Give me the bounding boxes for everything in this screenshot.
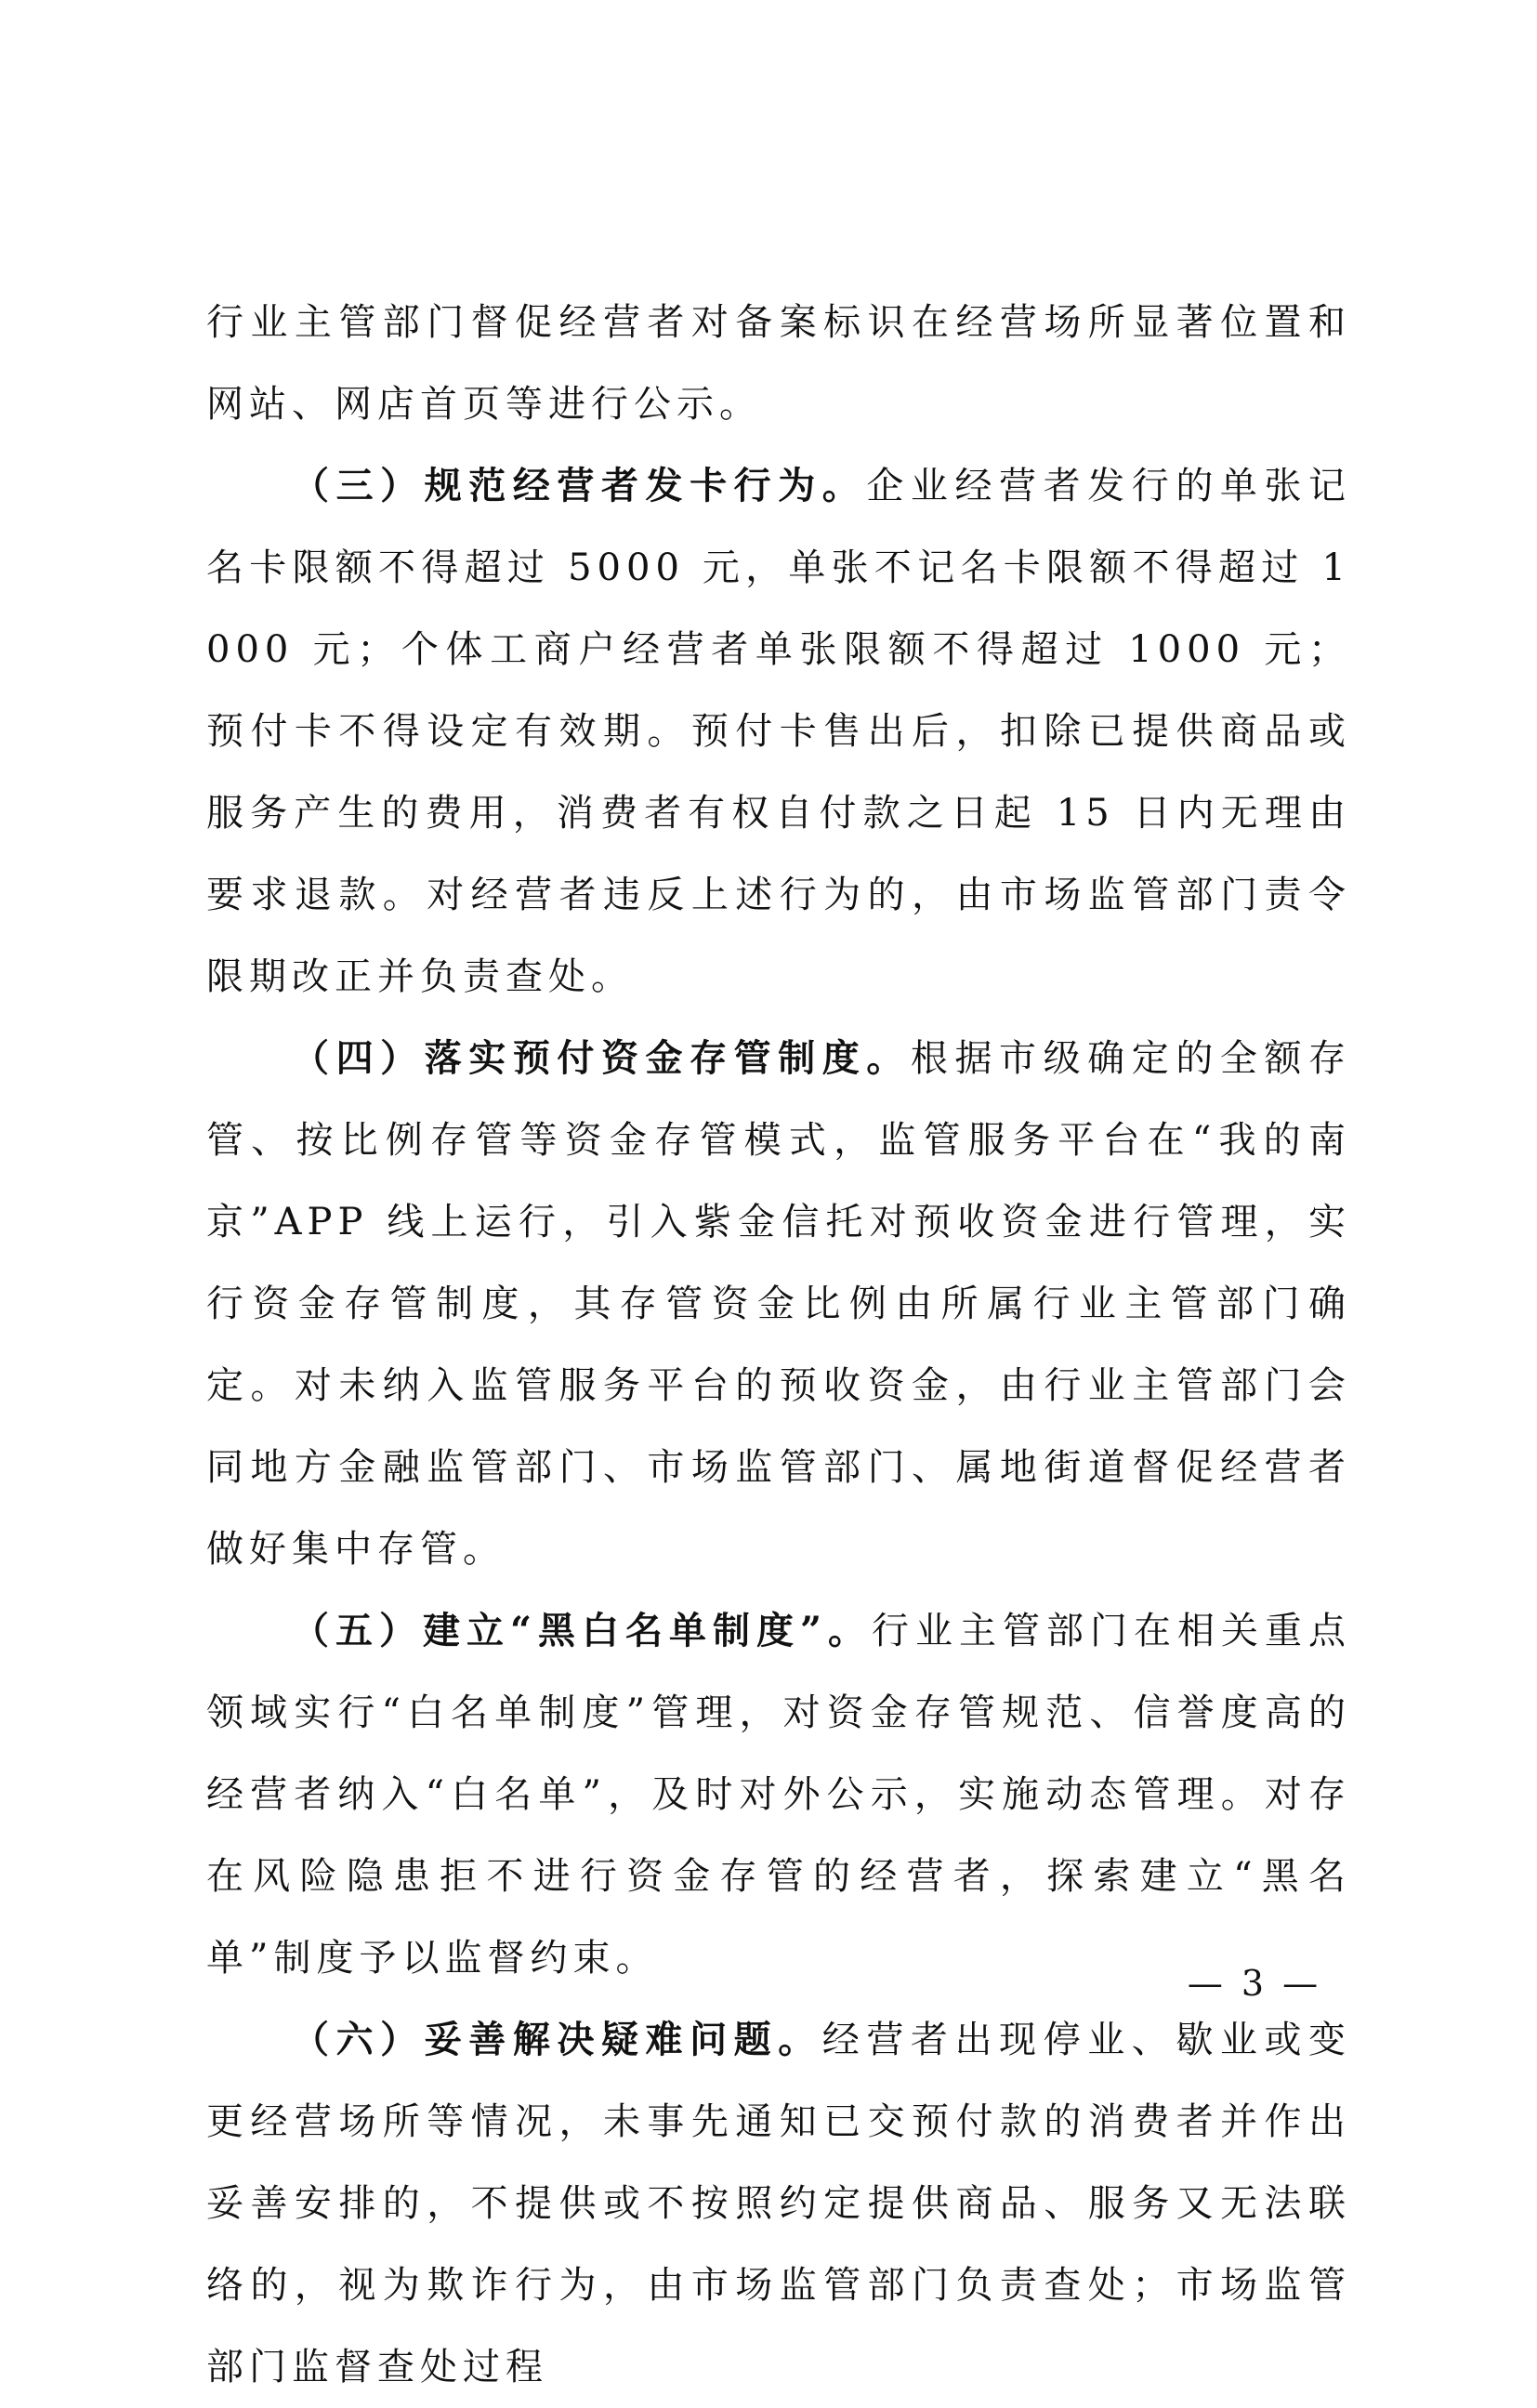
paragraph-section-3 xyxy=(206,445,1351,1018)
paragraph-text: 经营者出现停业、歇业或变更经营场所等情况，未事先通知已交预付款的消费者并作出妥善安排的，不提供或不按照约定提供商品、服务又无法联络的，视为欺诈行为，由市场监管部门负责查处；市场监管部门监督查处过程 xyxy=(206,2019,1352,2388)
page-number: — 3 — xyxy=(1187,1963,1322,2004)
paragraph-text: 行业主管部门在相关重点领域实行“白名单制度”管理，对资金存管规范、信誉度高的经营者纳入“白名单”，及时对外公示，实施动态管理。对存在风险隐患拒不进行资金存管的经营者，探索建立“黑名单”制度予以监督约束。 xyxy=(206,1610,1352,1980)
paragraph-text: 企业经营者发行的单张记名卡限额不得超过 5000 元，单张不记名卡限额不得超过 1000 元；个体工商户经营者单张限额不得超过 1000 元；预付卡不得设定有效期。预付卡售出后，扣除已提供商品或服务产生的费用，消费者有权自付款之日起 15 日内无理由要求退款。对经营者违反上述行为的，由市场监管部门责令限期改正并负责查处。 xyxy=(206,465,1352,998)
paragraph-section-5 xyxy=(206,1590,1351,1999)
section-heading: （三）规范经营者发卡行为。 xyxy=(292,464,867,507)
paragraph-section-6 xyxy=(206,1999,1351,2408)
document-body xyxy=(206,282,1351,2408)
paragraph-text: 行业主管部门督促经营者对备案标识在经营场所显著位置和网站、网店首页等进行公示。 xyxy=(206,301,1351,426)
section-heading: （六）妥善解决疑难问题。 xyxy=(292,2018,822,2061)
paragraph-section-4 xyxy=(206,1018,1351,1590)
paragraph-text: 根据市级确定的全额存管、按比例存管等资金存管模式，监管服务平台在“我的南京”APP 线上运行，引入紫金信托对预收资金进行管理，实行资金存管制度，其存管资金比例由所属行业主管部门确定。对未纳入监管服务平台的预收资金，由行业主管部门会同地方金融监管部门、市场监管部门、属地街道督促经营者做好集中存管。 xyxy=(206,1037,1352,1571)
section-heading: （四）落实预付资金存管制度。 xyxy=(292,1036,911,1080)
section-heading: （五）建立“黑白名单制度”。 xyxy=(292,1609,873,1652)
paragraph-continuation xyxy=(206,282,1351,445)
